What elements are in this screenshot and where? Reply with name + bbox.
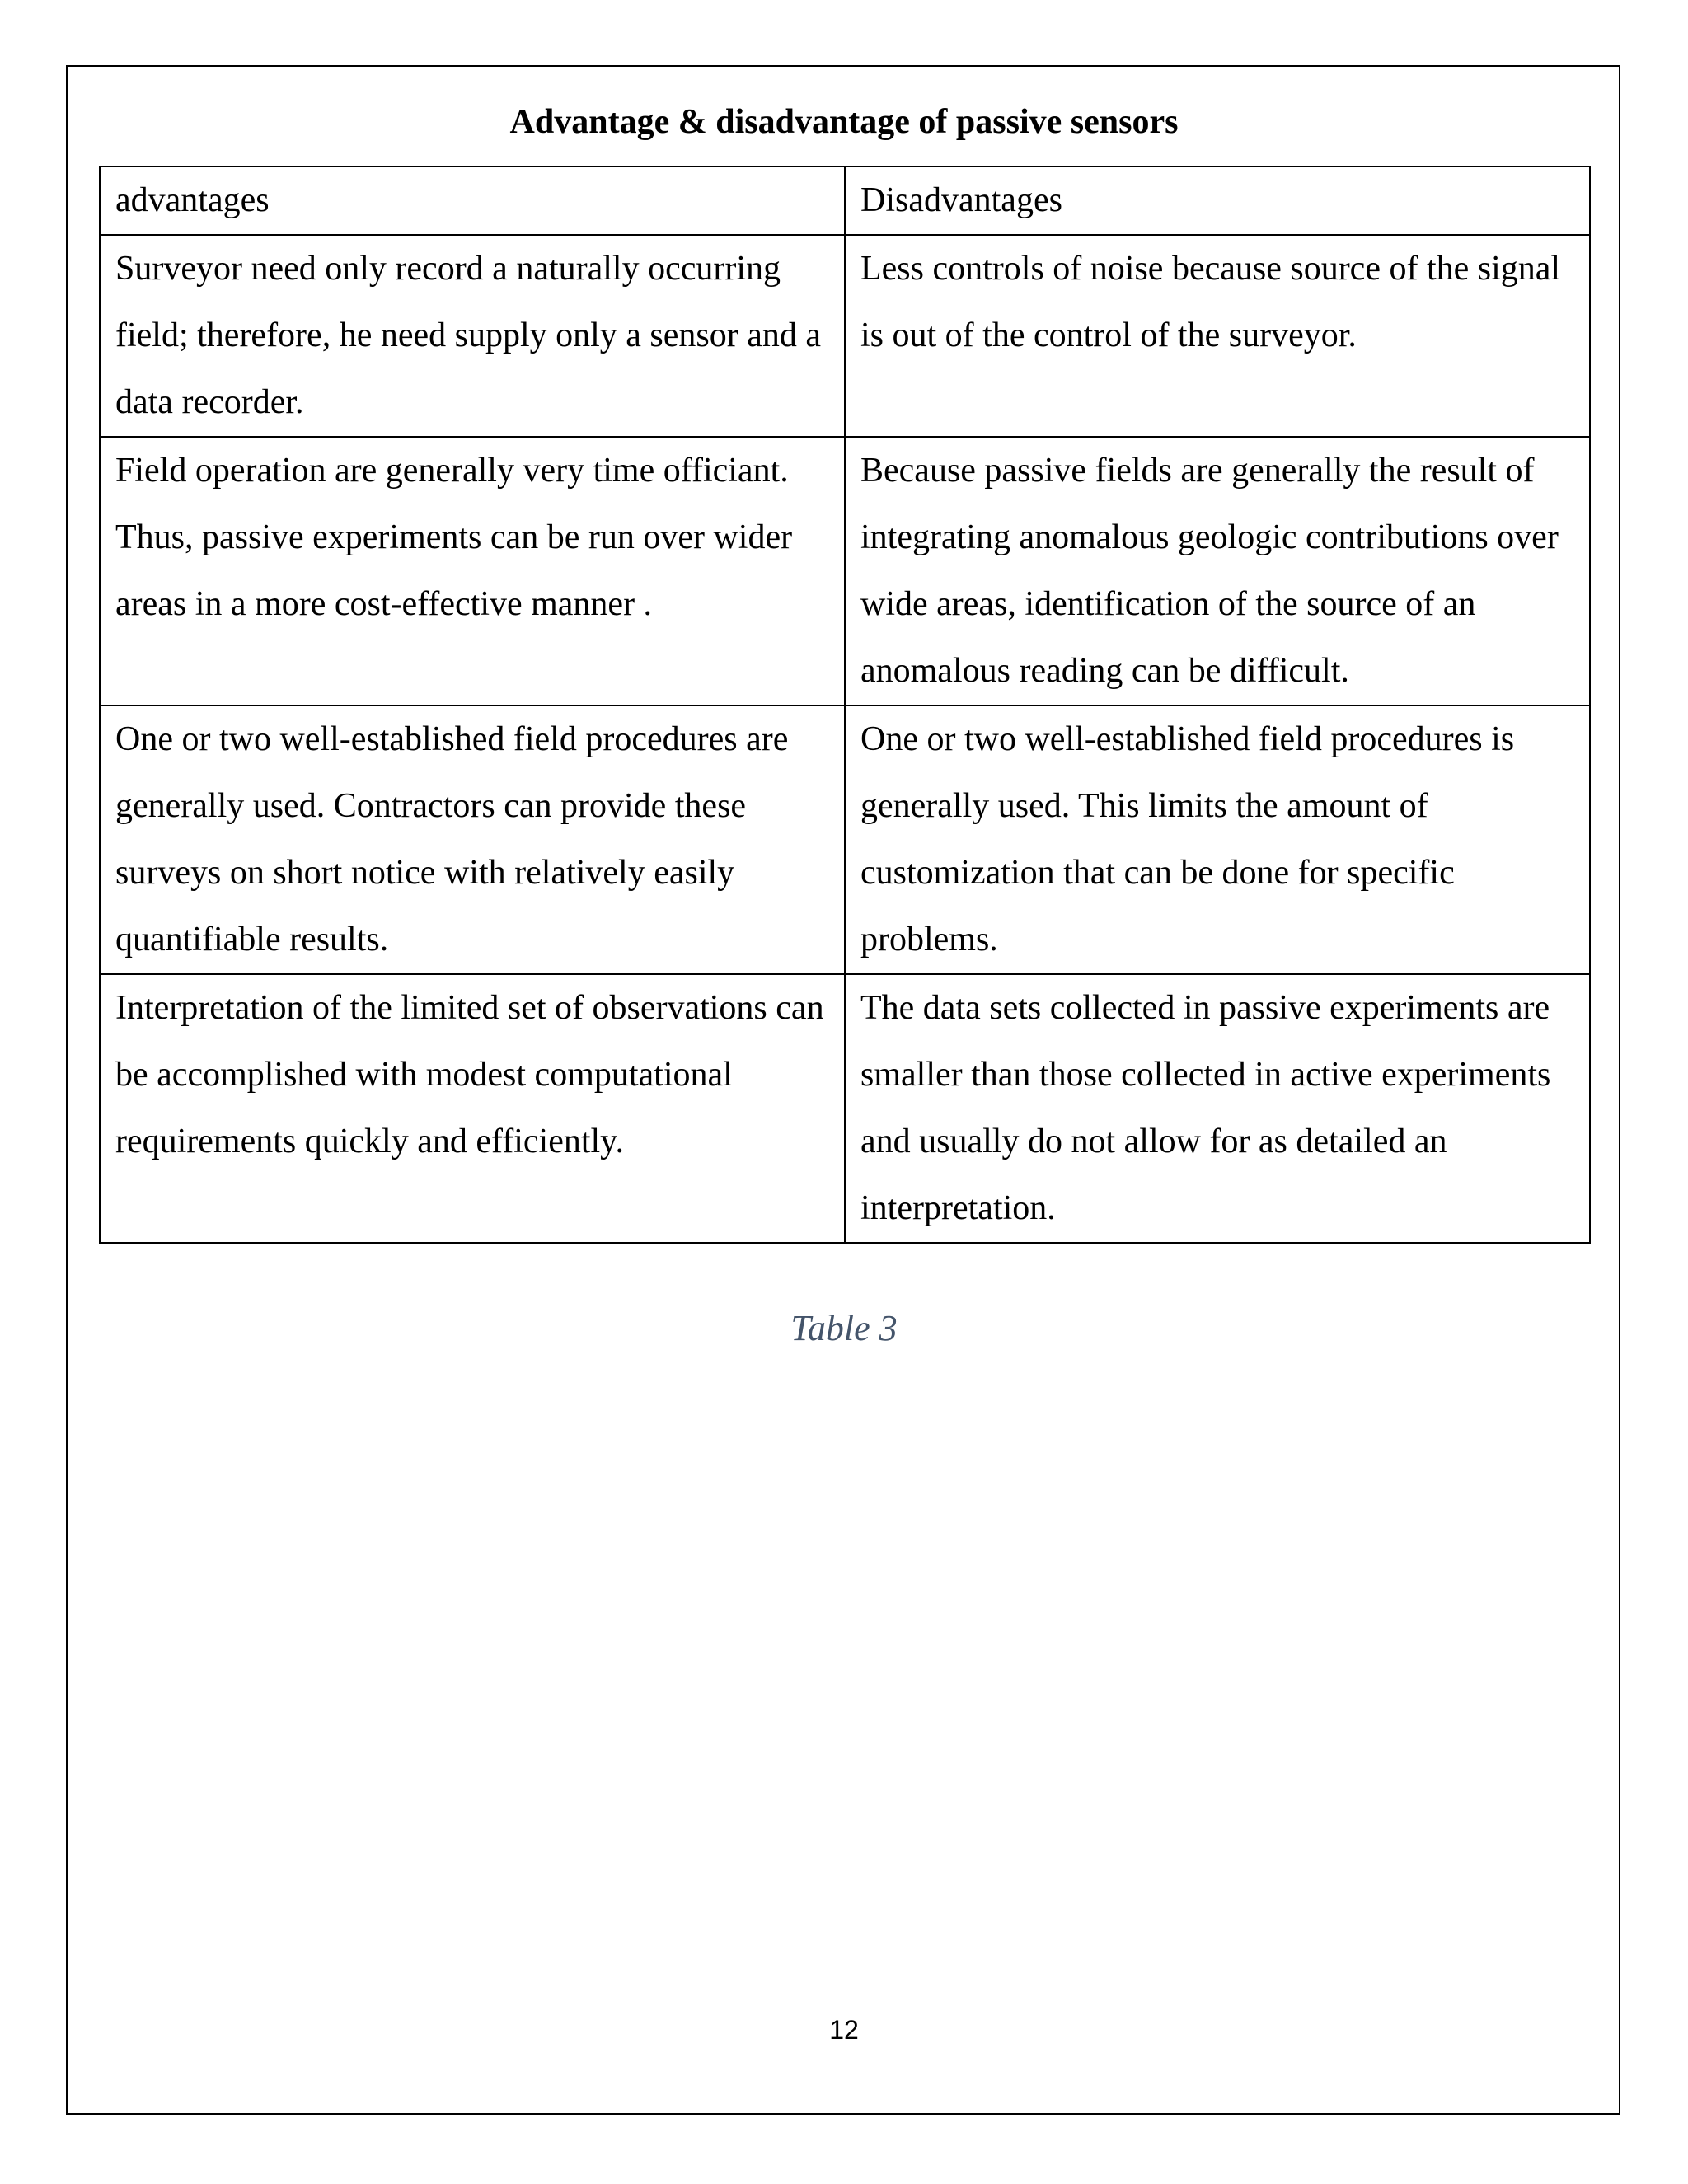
table-row [100,974,1590,1243]
disadvantage-cell: Because passive fields are generally the result of integrating anomalous geologic contributions over wide areas, identification of the source of an anomalous reading can be difficult. [845,437,1590,705]
advantage-cell: Interpretation of the limited set of observations can be accomplished with modest computational requirements quickly and efficiently. [100,974,845,1243]
table-row [100,235,1590,437]
advantage-cell: Field operation are generally very time officiant. Thus, passive experiments can be run over wider areas in a more cost-effective manner . [100,437,845,705]
table-row [100,705,1590,974]
table-caption: Table 3 [790,1308,898,1348]
table-header-row [100,166,1590,235]
page-number: 12 [829,2015,859,2045]
advantage-cell: One or two well-established field procedures are generally used. Contractors can provide these surveys on short notice with relatively easily quantifiable results. [100,705,845,974]
disadvantage-cell: Less controls of noise because source of the signal is out of the control of the surveyor. [845,235,1590,437]
advantage-cell: Surveyor need only record a naturally occurring field; therefore, he need supply only a sensor and a data recorder. [100,235,845,437]
header-advantages: advantages [100,166,845,235]
disadvantage-cell: The data sets collected in passive experiments are smaller than those collected in active experiments and usually do not allow for as detailed an interpretation. [845,974,1590,1243]
table-row [100,437,1590,705]
document-title: Advantage & disadvantage of passive sensors [509,103,1179,141]
header-disadvantages: Disadvantages [845,166,1590,235]
comparison-table [99,166,1591,1244]
disadvantage-cell: One or two well-established field procedures is generally used. This limits the amount of customization that can be done for specific problems. [845,705,1590,974]
